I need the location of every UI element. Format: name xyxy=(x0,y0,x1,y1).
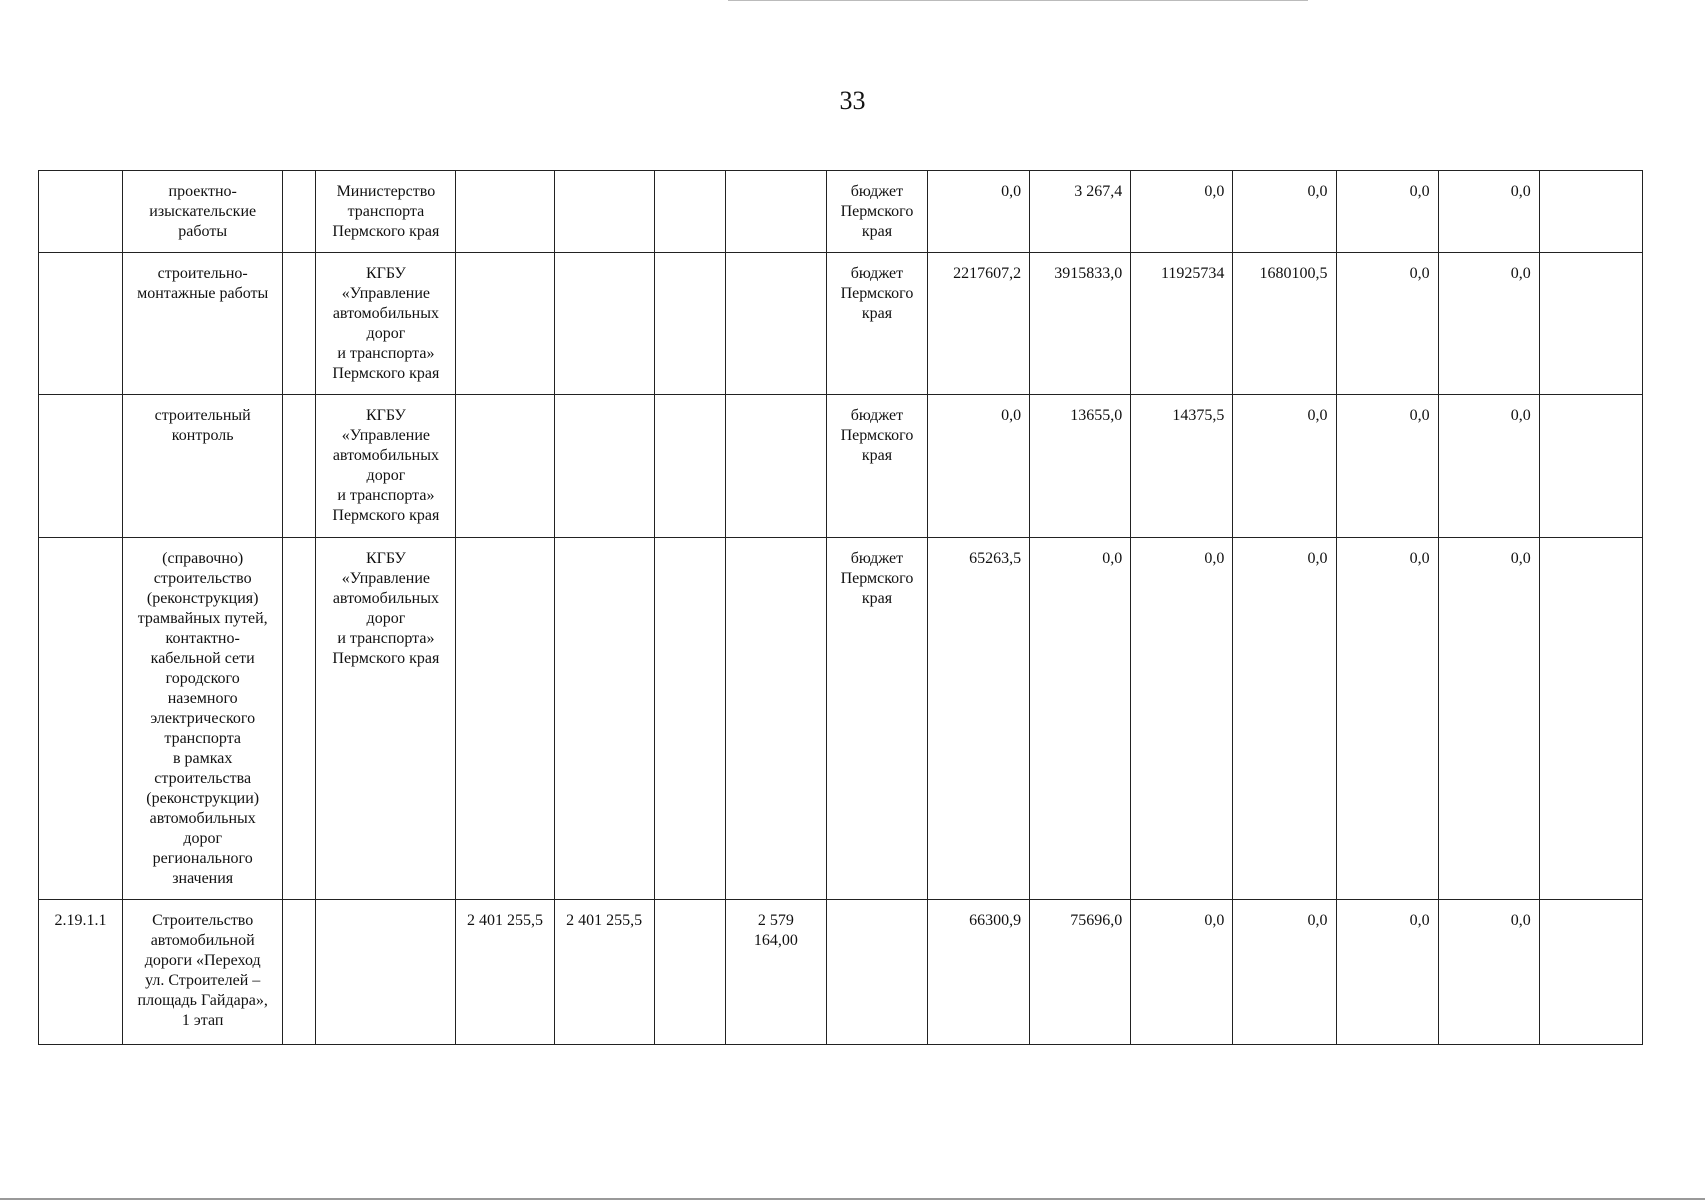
table-row xyxy=(39,900,1643,1045)
cell-year-1: 0,0 xyxy=(928,171,1030,253)
cell-year-7 xyxy=(1539,253,1642,395)
cell-year-6: 0,0 xyxy=(1438,253,1539,395)
cell-limit-cost xyxy=(554,395,654,538)
cell-total-cost xyxy=(725,253,826,395)
budget-table xyxy=(38,170,1643,1045)
cell-year-2: 0,0 xyxy=(1030,538,1131,900)
cell-blank xyxy=(283,395,316,538)
cell-year-3: 11925734 xyxy=(1131,253,1233,395)
cell-estimate-cost xyxy=(456,253,554,395)
cell-year-6: 0,0 xyxy=(1438,538,1539,900)
cell-year-1: 2217607,2 xyxy=(928,253,1030,395)
cell-name: Строительство автомобильной дороги «Переход ул. Строителей – площадь Гайдара», 1 этап xyxy=(123,900,283,1045)
cell-executor: КГБУ «Управление автомобильных дорог и транспорта» Пермского края xyxy=(316,253,456,395)
cell-year-2: 75696,0 xyxy=(1030,900,1131,1045)
cell-funding-source: бюджет Пермского края xyxy=(826,395,927,538)
cell-blank-2 xyxy=(654,253,725,395)
cell-limit-cost xyxy=(554,253,654,395)
cell-year-5: 0,0 xyxy=(1336,900,1438,1045)
cell-year-4: 0,0 xyxy=(1233,395,1336,538)
cell-name: (справочно) строительство (реконструкция) трамвайных путей, контактно- кабельной сети городского наземного электрического транспорта в рамках строительства (реконструкции) автомобильных дорог регионального значения xyxy=(123,538,283,900)
cell-executor xyxy=(316,900,456,1045)
cell-year-4: 1680100,5 xyxy=(1233,253,1336,395)
cell-code: 2.19.1.1 xyxy=(39,900,123,1045)
page-number xyxy=(0,86,1705,116)
cell-total-cost: 2 579 164,00 xyxy=(725,900,826,1045)
cell-year-6: 0,0 xyxy=(1438,395,1539,538)
table-row xyxy=(39,538,1643,900)
cell-year-5: 0,0 xyxy=(1336,253,1438,395)
cell-name: строительно- монтажные работы xyxy=(123,253,283,395)
cell-year-6: 0,0 xyxy=(1438,171,1539,253)
cell-year-3: 14375,5 xyxy=(1131,395,1233,538)
table-body xyxy=(39,171,1643,1045)
cell-funding-source: бюджет Пермского края xyxy=(826,171,927,253)
scan-edge-top xyxy=(728,0,1308,1)
cell-blank-2 xyxy=(654,395,725,538)
cell-year-5: 0,0 xyxy=(1336,538,1438,900)
cell-year-4: 0,0 xyxy=(1233,171,1336,253)
cell-year-4: 0,0 xyxy=(1233,538,1336,900)
cell-funding-source xyxy=(826,900,927,1045)
cell-estimate-cost xyxy=(456,171,554,253)
cell-name: строительный контроль xyxy=(123,395,283,538)
cell-estimate-cost xyxy=(456,395,554,538)
cell-blank-2 xyxy=(654,900,725,1045)
cell-year-5: 0,0 xyxy=(1336,395,1438,538)
cell-blank xyxy=(283,900,316,1045)
cell-code xyxy=(39,253,123,395)
cell-limit-cost xyxy=(554,538,654,900)
cell-year-7 xyxy=(1539,538,1642,900)
cell-year-7 xyxy=(1539,171,1642,253)
cell-blank-2 xyxy=(654,538,725,900)
cell-year-3: 0,0 xyxy=(1131,900,1233,1045)
cell-year-4: 0,0 xyxy=(1233,900,1336,1045)
cell-year-2: 3915833,0 xyxy=(1030,253,1131,395)
cell-funding-source: бюджет Пермского края xyxy=(826,253,927,395)
cell-year-3: 0,0 xyxy=(1131,171,1233,253)
cell-limit-cost: 2 401 255,5 xyxy=(554,900,654,1045)
cell-estimate-cost: 2 401 255,5 xyxy=(456,900,554,1045)
cell-year-7 xyxy=(1539,395,1642,538)
cell-year-2: 13655,0 xyxy=(1030,395,1131,538)
cell-year-6: 0,0 xyxy=(1438,900,1539,1045)
cell-blank-2 xyxy=(654,171,725,253)
cell-year-1: 0,0 xyxy=(928,395,1030,538)
cell-executor: КГБУ «Управление автомобильных дорог и транспорта» Пермского края xyxy=(316,538,456,900)
cell-blank xyxy=(283,253,316,395)
cell-executor: КГБУ «Управление автомобильных дорог и транспорта» Пермского края xyxy=(316,395,456,538)
cell-year-5: 0,0 xyxy=(1336,171,1438,253)
cell-code xyxy=(39,171,123,253)
cell-blank xyxy=(283,538,316,900)
cell-funding-source: бюджет Пермского края xyxy=(826,538,927,900)
cell-year-7 xyxy=(1539,900,1642,1045)
cell-year-1: 66300,9 xyxy=(928,900,1030,1045)
cell-year-3: 0,0 xyxy=(1131,538,1233,900)
page-number-text: 33 xyxy=(839,86,866,115)
cell-total-cost xyxy=(725,395,826,538)
cell-blank xyxy=(283,171,316,253)
cell-total-cost xyxy=(725,538,826,900)
cell-year-2: 3 267,4 xyxy=(1030,171,1131,253)
cell-name: проектно- изыскательские работы xyxy=(123,171,283,253)
cell-code xyxy=(39,538,123,900)
table-row xyxy=(39,171,1643,253)
table-row xyxy=(39,395,1643,538)
cell-year-1: 65263,5 xyxy=(928,538,1030,900)
cell-executor: Министерство транспорта Пермского края xyxy=(316,171,456,253)
cell-limit-cost xyxy=(554,171,654,253)
table-row xyxy=(39,253,1643,395)
cell-total-cost xyxy=(725,171,826,253)
cell-code xyxy=(39,395,123,538)
cell-estimate-cost xyxy=(456,538,554,900)
